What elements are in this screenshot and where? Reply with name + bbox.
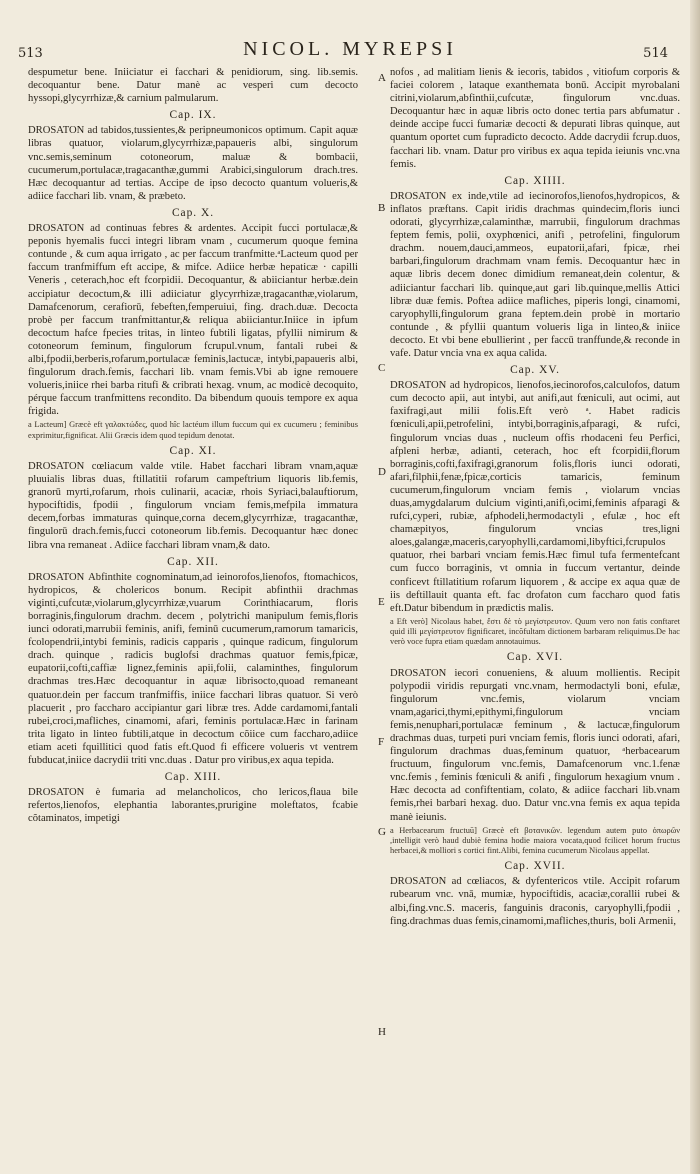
paragraph: DROSATON ex inde,vtile ad iecinorofos,lienofos,hydropicos, & inflatos præftans. Capit iridis drachmas quindecim,floris iunci odorati, glycyrrhizæ,calaminthæ, marrubii, fingulorum drachmas feptem femis, polii, oxyphœnici, anifi , petrofelini, fingulorum drachm. nouem,dauci,ammeos, eupatorii,afari, fpicæ, rhei barbari,fingulorum drachmam vnam femis. Decoquantur hæc in aquæ libris decem donec dimidium remaneat,dein colentur, & adiiciantur facchari lib. quinque,aut gari lib.quinque,mellis Attici libræ duæ femis. Poftea adiice mafliches, piperis longi, cinamomi, caryophylli,fingulorum grana feptem.dein probè in mortario contunde , & pfyllii quantum volueris liga in linteo,& iniice decocto. Et vbi bene ebullierint , per faccū tranffunde,& reconde in vafe. Datur vncia vna ex aqua calida. — [390, 190, 680, 359]
chapter-heading: Cap. XIIII. — [504, 174, 566, 187]
paragraph: DROSATON ad tabidos,tussientes,& peripneumonicos optimum. Capit aquæ libras quatuor, violarum,glycyrrhizæ,papaueris albi, singulorum vnc.semis,seminum cotoneorum, maluæ & bombacii, cucumerum,portulacæ,tragacanthæ,gummi Arabici,singulorum drach.tres. Hæc decoquantur ad tertias. Accipe de ipso decocto quantum volueris,& adiice facchari lib. vnam, & præbeto. — [28, 125, 358, 202]
chapter-heading: Cap. X. — [171, 206, 215, 219]
chapter-heading: Cap. IX. — [169, 109, 217, 122]
footnote: a Lacteum] Græcè eft γαλακτώδες, quod hîc lactéum illum fuccum qui ex cucumeru ; feminibus exprimitur,fignificat. Alii Græcis idem quod tepidum denotat. — [28, 420, 358, 440]
margin-letter: G — [378, 826, 386, 838]
running-title: NICOL. MYREPSI — [243, 38, 457, 60]
footnote: a Eft verò] Nicolaus habet, ἔστι δὲ τὸ μεγίστρευτον. Quum vero non fatis conftaret quid illi μεγίστρευτον fignificaret, incõfultam dictionem barbaram reliquimus.De hac verò voce fupra etiam quædam annotauimus. — [390, 616, 680, 647]
paragraph: DROSATON ad continuas febres & ardentes. Accipit fucci portulacæ,& peponis hyemalis fucci integri libram vnam , cucumerum quoque femina contunde , & cum aqua irrigato , ac per faccum tranfmitte.ᵃLacteum quod per faccum tranfmiffum eft accipe, & mifce. Adiice herbæ hepaticæ · capilli Veneris , ceterach,hoc eft fcorpidii. Decoquantur, & abiiciantur herbæ.dein accipiatur decoctum,& illi adiiciatur glycyrrhizæ,tragacanthæ,violarum, Damafcenorum, cerafiorū, febeften,femperuiui, fing. drach.duæ. Decocta probè per faccum tranfmittantur,& reliqua abiiciantur.Iniice in ipfum decoctum hafce fpecies tritas, in linteo fubtili ligatas, pfyllii nimirum & cotoneorum feminum, fingulorum fcrupul.vnum, fantali rubei & albi,fpodii,berberis,rofarum,portulacæ feminis,lactucæ, intybi,papaueris albi, fingulorum drach.femis, facchari lib. vnam femis.Vbi ab igne remouere volueris,iniice rhei barba ritufi & cribrati hexag. vnum, ac modicè decoquito, pérque faccum tranfmittens recondito. Da bibendum quouis tempore ex aqua frigida. — [28, 223, 358, 418]
chapter-heading: Cap. XV. — [510, 364, 560, 377]
left-text-column — [28, 66, 358, 1156]
margin-letter: B — [378, 202, 386, 214]
margin-letter: E — [378, 596, 385, 608]
right-text-column — [390, 66, 680, 1156]
paragraph: DROSATON ad cœliacos, & dyfentericos vtile. Accipit rofarum rubearum vnc. vnā, mumiæ, hypociftidis, acaciæ,corallii rubei & albi,fing.vnc.S. maceris, fanguinis draconis, caryophylli,fpodii , fing.drachmas duas femis,cinamomi,mafliches,thuris, boli Armenii, — [390, 876, 680, 927]
page-gutter — [690, 0, 700, 1174]
chapter-heading: Cap. XII. — [167, 555, 219, 568]
paragraph: DROSATON ad hydropicos, lienofos,iecinorofos,calculofos, datum cum decocto apii, aut intybi, aut anifi,aut fœniculi, aut ocimi, aut faxifragi,aut milii folis.Eft verò ᵃ. Habet radicis fœniculi,apii,petrofelini, intybi,borraginis,afparagi, & rufci, fingulorum vncias duas , nucleum offis rhodaceni feu Perfici, afpleni herbæ, adianti, ceterach, hoc eft fcorpidii,florum borraginis,cofti,faxifragi,granorum folis,floris iunci odorati, afari,filphii,fenæ,fpicæ,corticis tamaricis, feminum cucumerum,fingulorum vnciam femis , violarum vncias duas,amygdalarum dulcium viginti,anifi,ocimi,feminis afparagi & rufci,cyperi, rubiæ, afphodeli,hermodactyli , efulæ , hoc eft chamæpityos, fingulorum vncias tres,ligni aloes,galangæ,maceris,caryophylli,cardamomi,libyftici,fcrupulos quatuor, rhei barbari vnciam femis.Hæc fimul tufa fermentefcant cum fucco borraginis, vt omnia in fuccum vertantur, deinde conficevt ftillatitium rofarum liquorem , & accipe ex aqua quæ de iis deftillauit quanta eft. fac drofaton cum faccharo quod fatis eft.Datur bibendum in prædictis malis. — [390, 380, 680, 614]
chapter-heading: Cap. XVI. — [506, 651, 564, 664]
paragraph: DROSATON Abfinthite cognominatum,ad ieinorofos,lienofos, ftomachicos, hydropicos, & cholericos bonum. Recipit abfinthii drachmas viginti,cufcutæ,violarum,glycyrrhizæ,vuarum Corinthiacarum, floris borraginis,fingulorum drachm. decem , polytrichi manipulum femis,floris iunci odorati,marrubii feminis, anifi, feminū cucumerum,ramorum tamaricis, fcolopendrii,intybi feminis, radicis capparis , quinque radicum, fingulorum drach. quinque , radicis buglofsi drachmas quatuor femis,fpicæ, eupatorii,cofti,caffiæ lignez,feminis apii,folii, calaminthes, fingulorum drachmas tres.Hæc decoquantur in aquæ librisocto,quoad remaneant quatuor.dein per faccum tranfmiffis, iniice facchari libras quatuor. Si verò placuerit , pro faccharo accipiantur gari libræ tres. Adde cardamomi,fantali rubei,croci,mafliches, cinamomi, afari, feminis portulacæ.Hæc in farinam trita ligato in linteo fubtili,atque in decoctum cõiice cum faccharo,adiice etiam aceti fquillitici quod fatis eft.Quod fi efficere volueris vt ventrem fubducat,iniice dacrydii triti vnc.duas . Datur pro viribus,ex aqua tepida. — [28, 571, 358, 766]
margin-letter: C — [378, 362, 386, 374]
paragraph: DROSATON iecori conueniens, & aluum mollientis. Recipit polypodii viridis repurgati vnc.vnam, hermodactyli boni, efulæ, fingulorum vnc.femis, violarum vnciam vnam,agarici,thymi,epithymi,fingulorum vnciam femis,nenuphari,portulacæ feminum , & lactucæ,fingulorum drachmas duas, turpeti puri vnciam femis, floris iunci odorati, afari, fingulorum drachmas duas,feminum quatuor, ᵃherbacearum fructuum, fingulorum vnc.femis, Damafcenorum vnc.1.fenæ vnc.femis , feminis fœniculi & anifi , fingulorum hexagium vnum . Hæc decocta ad confiftentiam, colato, & adiice facchari lib.vnam femis,rhei barbari hexag. duo. Datur vnc.vna femis ex aqua tepida manè ieiunis. — [390, 667, 680, 823]
margin-letter: D — [378, 466, 386, 478]
chapter-heading: Cap. XVII. — [504, 860, 566, 873]
chapter-heading: Cap. XI. — [169, 444, 217, 457]
paragraph: despumetur bene. Iniiciatur ei facchari & penidiorum, sing. lib.semis. decoquantur bene. Datur manè ac vesperi cum decocto hyssopi,glycyrrhizæ,& carnium palmularum. — [28, 67, 358, 105]
footnote: a Herbacearum fructuū] Græcè eft βοτανικῶν. legendum autem puto ὀπωρῶν ,intelligit verò haud dubiè femina hodie maiora vocata,quod fcilicet horum fructus herbacei,& molliori s cortici fint.Alibi, femina cucumerum Nicolaus appellat. — [390, 825, 680, 856]
page-number-left: 513 — [18, 46, 43, 61]
paragraph: DROSATON cœliacum valde vtile. Habet facchari libram vnam,aquæ pluuialis libras duas, ftillatitii rofarum campeftrium liquoris lib.femis, granorū myrti,rofarum, rhois culinarii, acaciæ, rhois Syriaci,balauftiorum, hypociftidis, fpodii , fingulorum vnciam femis,mefpila immatura decem,forbas immaturas quinque,corna decem,glycyrrhizæ, tragacanthæ, fingulorū drach.femis,fucci cotoneorum lib.femis. Decoquantur hæc donec libra vna remaneat . Adiice facchari libram vnam,& dato. — [28, 460, 358, 551]
paragraph: DROSATON è fumaria ad melancholicos, cho lericos,flaua bile refertos,lienofos, elephantia laborantes,prurigine moleftatos, fcabie cõtaminatos, impetigi — [28, 787, 358, 825]
paragraph: nofos , ad malitiam lienis & iecoris, tabidos , vitiofum corporis & faciei colorem , lataque exanthemata bonū. Accipit myrobalani citrini,violarum,abfinthii,cufcutæ, fingulorum vnc.duas. Decoquantur hæc in aquæ libris octo donec tertia pars abfumatur . deinde accipe fucci fumariæ decocti & depurati libras quinque, aut quantum oportet cum fupradicto decocto. Adde dacrydii fcrup.duos, facchari lib. vnam. Datur pro viribus ex aqua tepida ieiunis vnc.vna femis. — [390, 67, 680, 170]
page-number-right: 514 — [643, 46, 668, 61]
margin-letter: A — [378, 72, 386, 84]
chapter-heading: Cap. XIII. — [164, 771, 222, 784]
margin-letter: H — [378, 1026, 386, 1038]
margin-letter: F — [378, 736, 385, 748]
